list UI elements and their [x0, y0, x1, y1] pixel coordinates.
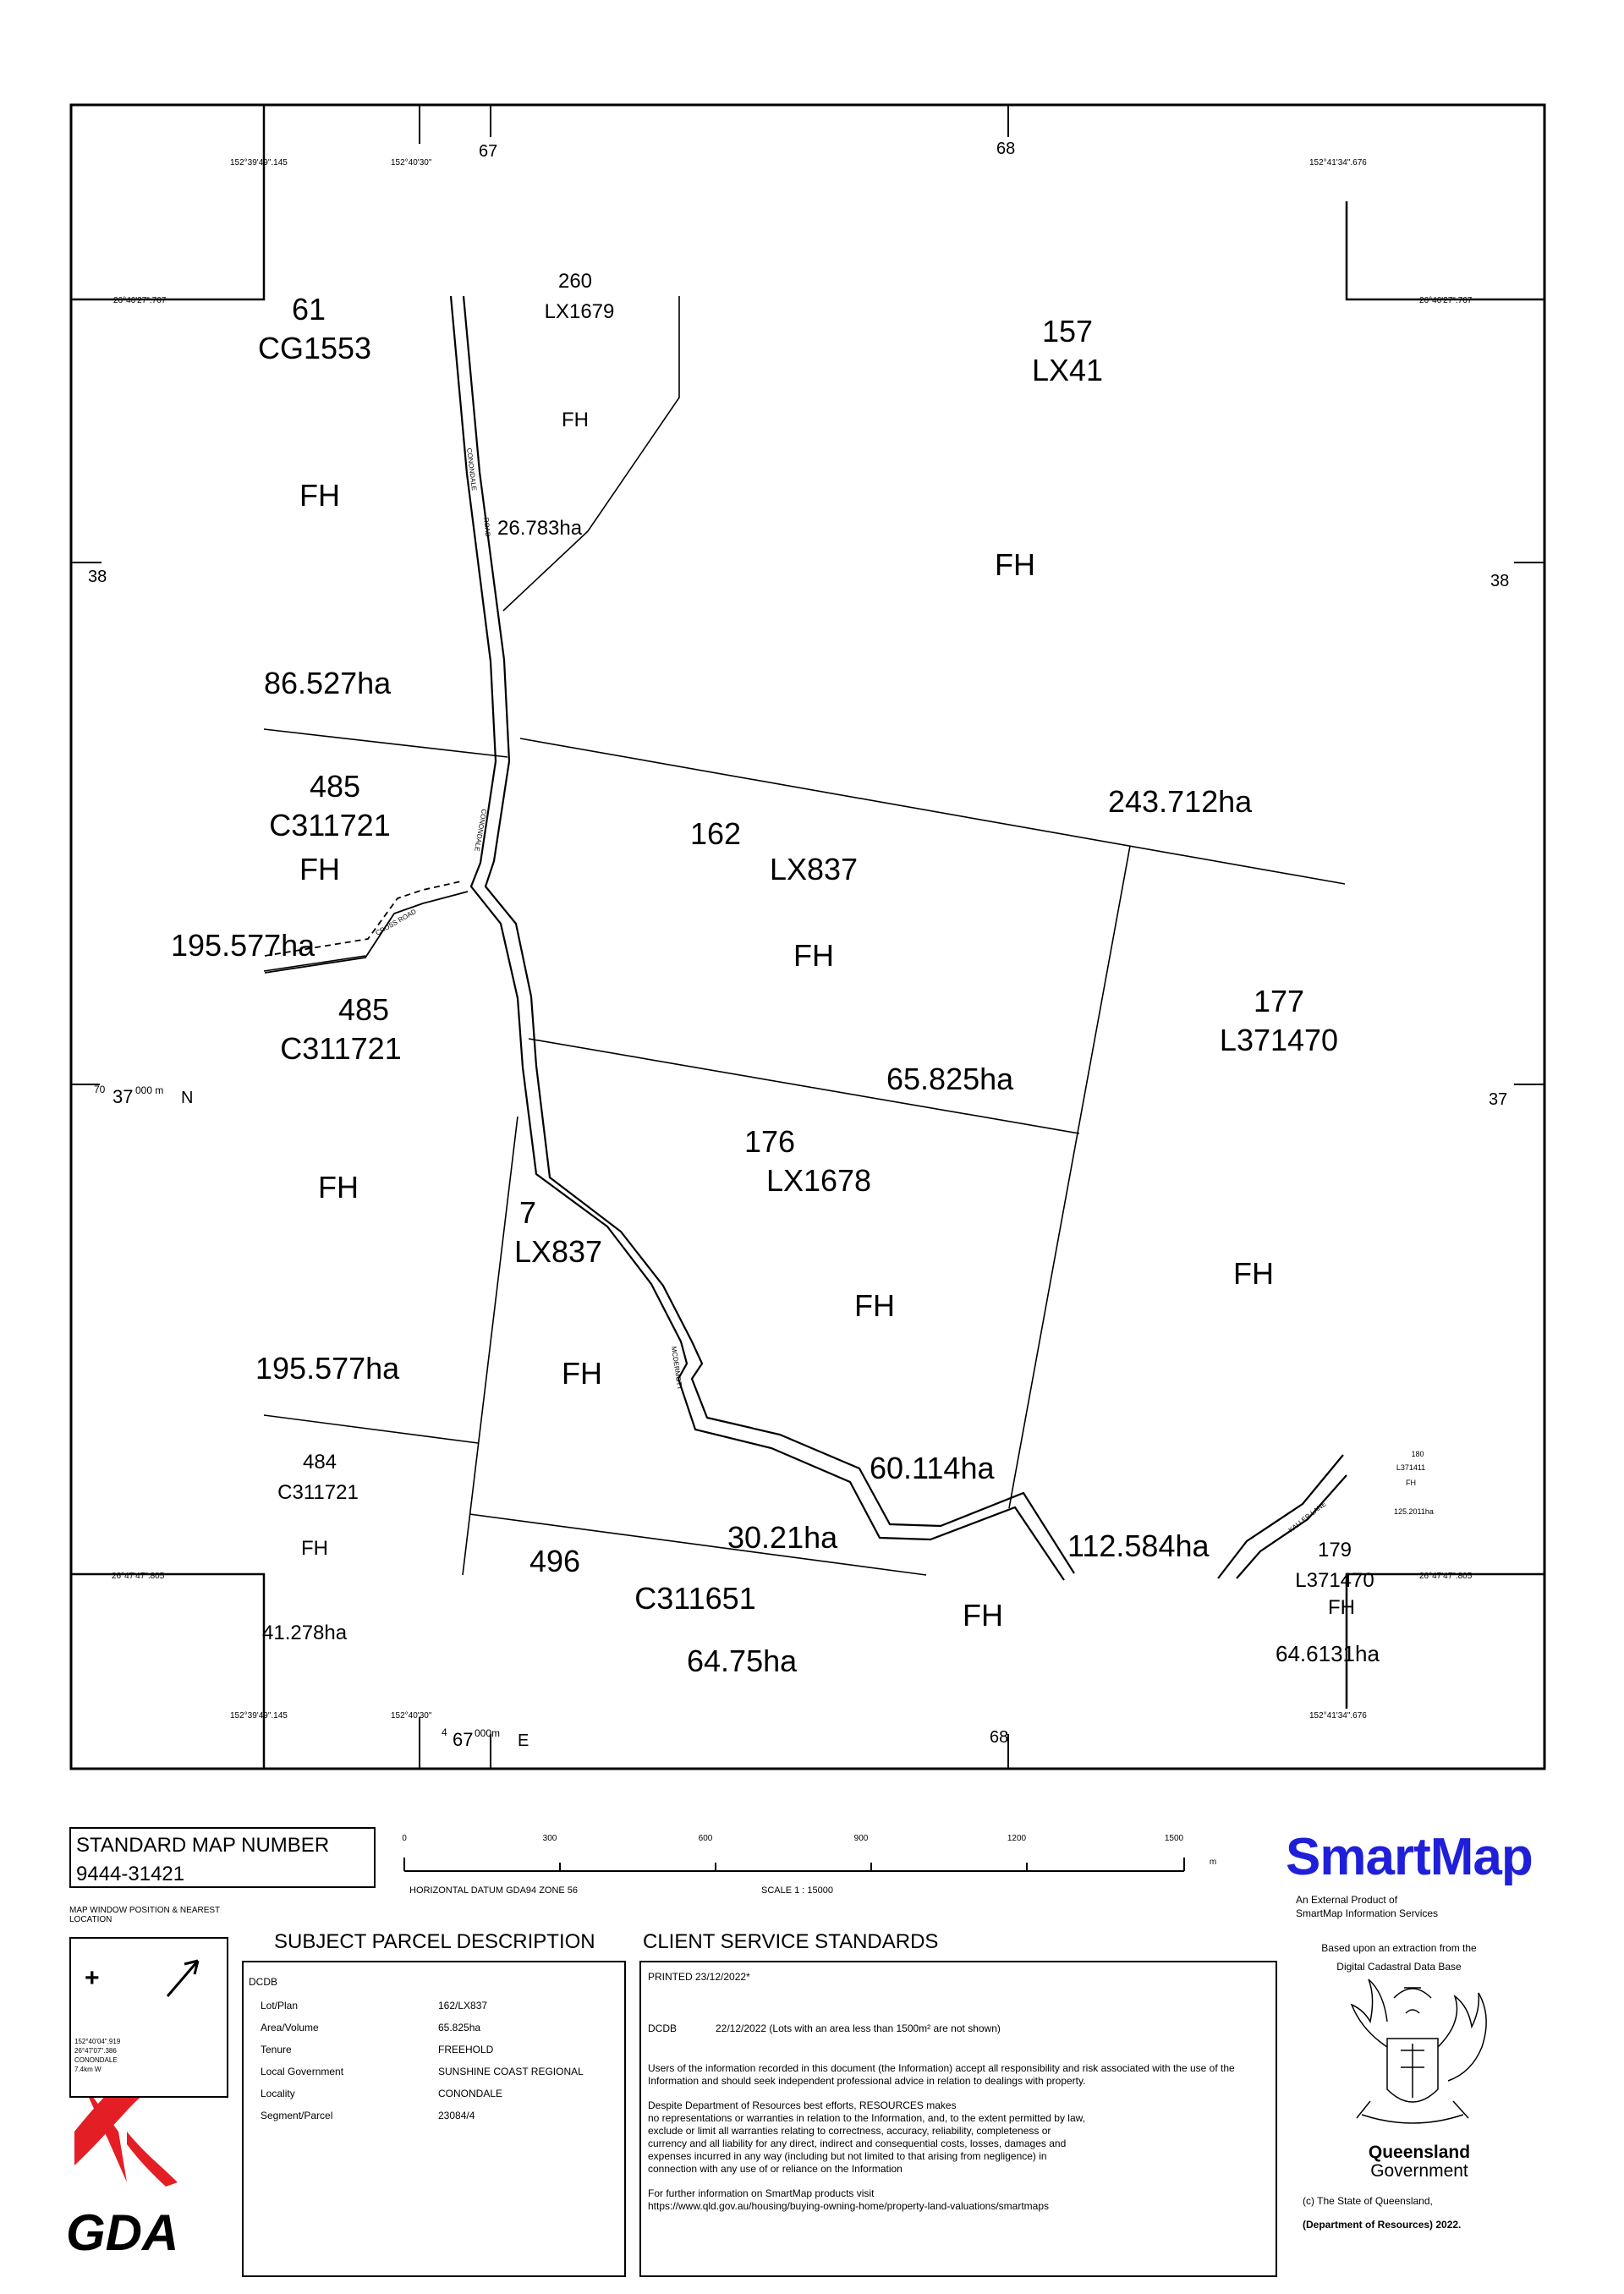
css-printed: PRINTED 23/12/2022* [648, 1971, 750, 1983]
road-label: CROSS ROAD [374, 908, 418, 937]
tenure-label: FH [1328, 1596, 1355, 1619]
lon-left-bottom-label: 152°39'49".145 [230, 1711, 288, 1720]
lot-label: 157 [1041, 314, 1094, 348]
lat-bottom-left-label: 26°47'47".805 [112, 1572, 165, 1581]
lot-label: 177 [1253, 984, 1305, 1018]
area-label: 195.577ha [171, 928, 315, 963]
subject-row: Tenure FREEHOLD [261, 2044, 494, 2055]
scale-tick-label: 900 [853, 1834, 869, 1843]
subject-row: Local Government SUNSHINE COAST REGIONAL [261, 2066, 584, 2077]
svg-text:37: 37 [112, 1086, 134, 1107]
lon-mid-label: 152°40'30" [391, 158, 432, 167]
tenure-label: FH [301, 1537, 328, 1560]
tenure-label: FH [562, 409, 589, 431]
map-number-label: STANDARD MAP NUMBER [76, 1834, 330, 1857]
plan-label: LX837 [513, 1234, 603, 1269]
area-label: 86.527ha [264, 666, 392, 700]
scale-unit-label: m [1209, 1858, 1217, 1867]
plan-label: L371470 [1219, 1023, 1339, 1057]
area-label: 112.584ha [1067, 1528, 1210, 1563]
subject-box [242, 1961, 626, 2277]
gda-swoosh-mark [127, 2132, 178, 2187]
lot-label: 485 [337, 992, 390, 1027]
svg-text:E: E [518, 1731, 529, 1750]
qld-government-logo: Queensland Government [1368, 2143, 1471, 2181]
lot-label: 7 [518, 1195, 537, 1230]
plan-label: LX41 [1031, 353, 1104, 387]
area-label: 41.278ha [262, 1622, 348, 1644]
lot-label: 61 [291, 292, 326, 327]
lon-mid-bottom-label: 152°40'30" [391, 1711, 432, 1720]
area-label: 64.75ha [687, 1644, 798, 1678]
lat-top-left-label: 26°46'27".767 [113, 296, 167, 305]
tenure-label: FH [793, 938, 834, 973]
svg-text:000m: 000m [475, 1727, 501, 1739]
tenure-label: FH [995, 547, 1035, 582]
scale-bar [404, 1858, 1184, 1871]
tenure-label: FH [562, 1356, 602, 1391]
scale-tick-label: 300 [542, 1834, 557, 1843]
window-coords: 152°40'04".919 26°47'07".386 CONONDALE 7.4km W [74, 2038, 121, 2073]
lon-right-bottom-label: 152°41'34".676 [1309, 1711, 1367, 1720]
grid-e68-bottom-label: 68 [990, 1728, 1009, 1747]
subject-row: Locality CONONDALE [261, 2088, 503, 2099]
copyright: (c) The State of Queensland, (Department of Resources) 2022. [1303, 2195, 1462, 2231]
area-label: 26.783ha [497, 517, 583, 540]
subject-title: SUBJECT PARCEL DESCRIPTION [274, 1930, 595, 1953]
lot-label: 260 [557, 270, 593, 293]
svg-text:N: N [181, 1089, 194, 1107]
area-label: 64.6131ha [1276, 1641, 1380, 1666]
gda-text: GDA [66, 2204, 179, 2261]
area-label: 60.114ha [870, 1451, 995, 1485]
svg-text:70: 70 [94, 1084, 106, 1095]
scale-tick-label: 1500 [1164, 1834, 1184, 1843]
svg-text:000 m: 000 m [135, 1084, 164, 1096]
grid-n38-right-label: 38 [1490, 572, 1510, 590]
road-label: KALLER LANE [1287, 1500, 1328, 1534]
lot-label: 496 [529, 1544, 581, 1578]
plan-label: CG1553 [257, 331, 372, 365]
lot-label: 180 [1411, 1450, 1424, 1458]
css-further-info: For further information on SmartMap products visit https://www.qld.gov.au/housing/buying-owning-home/property-land-valuations/smartmaps [648, 2187, 1050, 2212]
north-arrow-icon [162, 1954, 205, 2001]
area-label: 195.577ha [255, 1351, 400, 1386]
svg-text:67: 67 [453, 1729, 474, 1750]
subject-table [244, 1995, 624, 2127]
area-label: 30.21ha [727, 1520, 838, 1555]
smartmap-logo: SmartMap [1286, 1828, 1533, 1886]
area-label: 243.712ha [1108, 784, 1253, 819]
plan-label: L371470 [1295, 1569, 1374, 1592]
svg-text:4: 4 [442, 1726, 447, 1738]
subject-row: Area/Volume 65.825ha [261, 2022, 481, 2033]
subject-section: DCDB [249, 1976, 278, 1988]
plan-label: LX1679 [544, 300, 615, 323]
map-number-box [69, 1827, 376, 1888]
plan-label: C311721 [269, 808, 391, 842]
window-position-label: MAP WINDOW POSITION & NEAREST LOCATION [69, 1906, 220, 1924]
tenure-label: FH [299, 478, 340, 513]
plan-label: C311651 [634, 1581, 756, 1616]
lot-label: 485 [309, 769, 361, 804]
road-label: MCDERMOTT [670, 1346, 684, 1391]
css-dcdb: DCDB 22/12/2022 (Lots with an area less than 1500m² are not shown) [648, 2022, 1001, 2034]
grid-n38-left-label: 38 [88, 568, 107, 586]
lon-left-label: 152°39'49".145 [230, 158, 288, 167]
brand-subtitle: An External Product of SmartMap Information Services [1296, 1894, 1439, 1919]
tenure-label: FH [299, 852, 340, 886]
grid-n37-right-label: 37 [1489, 1090, 1508, 1109]
datum-label: HORIZONTAL DATUM GDA94 ZONE 56 [409, 1885, 579, 1896]
tenure-label: FH [318, 1170, 359, 1205]
subject-row: Lot/Plan 162/LX837 [261, 2000, 488, 2011]
lot-label: 176 [743, 1124, 796, 1159]
lot-label: 179 [1317, 1539, 1352, 1561]
tenure-label: FH [963, 1598, 1003, 1633]
tenure-label: FH [854, 1288, 895, 1323]
css-box [639, 1961, 1277, 2277]
lot-label: 162 [689, 816, 742, 851]
plan-label: C311721 [277, 1481, 359, 1504]
plan-label: LX1678 [765, 1163, 872, 1198]
scale-labels [402, 1834, 1216, 1867]
css-title: CLIENT SERVICE STANDARDS [643, 1930, 939, 1953]
css-disclaimer-1: Users of the information recorded in this document (the Information) accept all responsibility and risk associated with the use of the Information and should seek independent professional advice in relation to dealings with property. [648, 2062, 1235, 2087]
lot-label: 484 [302, 1451, 337, 1474]
scale-tick-label: 600 [698, 1834, 713, 1843]
grid-e67-label: 67 [479, 142, 498, 161]
area-label: 125.2011ha [1394, 1507, 1434, 1516]
tenure-label: FH [1233, 1256, 1274, 1291]
lat-top-right-label: 26°46'27".767 [1419, 296, 1473, 305]
location-marker-icon: + [85, 1964, 100, 1992]
scale-tick-label: 1200 [1007, 1834, 1027, 1843]
scale-label: SCALE 1 : 15000 [761, 1885, 834, 1896]
road-label: ROAD [482, 517, 492, 538]
plan-label: C311721 [280, 1031, 402, 1066]
subject-row: Segment/Parcel 23084/4 [261, 2110, 475, 2121]
lat-bottom-right-label: 26°47'47".805 [1419, 1572, 1473, 1581]
lon-right-label: 152°41'34".676 [1309, 158, 1367, 167]
css-disclaimer-2: Despite Department of Resources best efforts, RESOURCES makes no representations or warranties in relation to the Information, and, to the extent permitted by law, exclude or limit all warranties relating to correctness, accuracy, reliability, completeness or currency and all liability for any direct, indirect and consequential costs, losses, damages and expenses incurred in any way (including but not limited to that arising from negligence) in connection with any use of or reliance on the Information [648, 2099, 1085, 2175]
road-label: CONONDALE [473, 808, 488, 853]
plan-label: L371411 [1396, 1463, 1426, 1472]
plan-label: LX837 [769, 852, 859, 886]
tenure-label: FH [1406, 1479, 1416, 1487]
map-number: 9444-31421 [76, 1863, 185, 1885]
coat-of-arms-icon [1352, 1979, 1486, 2123]
area-label: 65.825ha [886, 1062, 1014, 1096]
scale-tick-label: 0 [402, 1834, 407, 1843]
brand-source: Based upon an extraction from the Digital Cadastral Data Base [1321, 1942, 1477, 1973]
window-position-box [69, 1937, 228, 2098]
grid-e68-label: 68 [996, 140, 1016, 158]
road-label: CONONDALE [465, 447, 479, 491]
